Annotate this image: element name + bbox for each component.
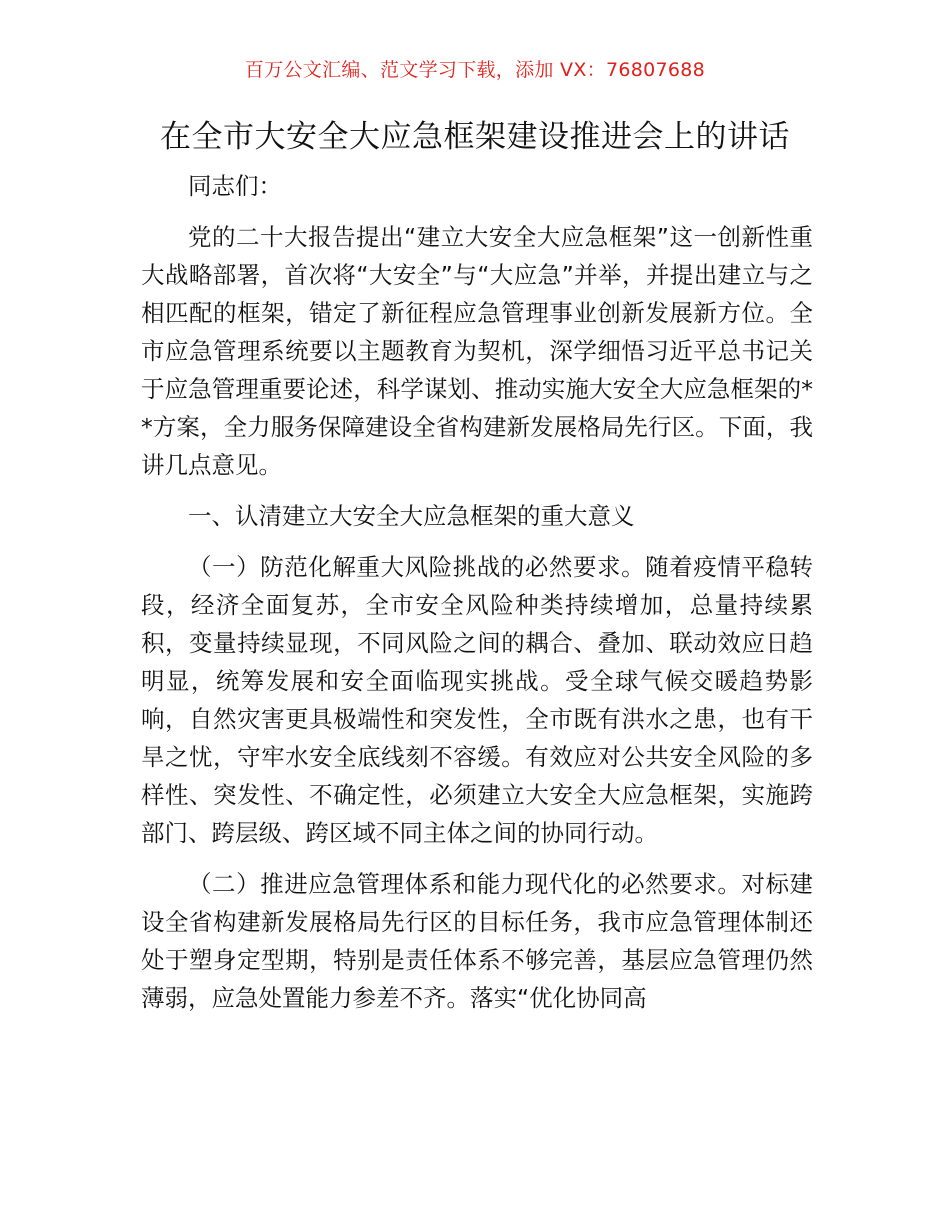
watermark-header: 百万公文汇编、范文学习下载，添加 VX：76807688	[244, 59, 706, 81]
document-title: 在全市大安全大应急框架建设推进会上的讲话	[160, 119, 790, 155]
paragraph-subsection-2: （二）推进应急管理体系和能力现代化的必然要求。对标建设全省构建新发展格局先行区的目标任务，我市应急管理体制还处于塑身定型期，特别是责任体系不够完善，基层应急管理仍然薄弱，应急处置能力参差不齐。落实“优化协同高	[141, 870, 813, 1012]
paragraph-subsection-1: （一）防范化解重大风险挑战的必然要求。随着疫情平稳转段，经济全面复苏，全市安全风险种类持续增加，总量持续累积，变量持续显现，不同风险之间的耦合、叠加、联动效应日趋明显，统筹发展和安全面临现实挑战。受全球气候交暖趋势影响，自然灾害更具极端性和突发性，全市既有洪水之患，也有干旱之忧，守牢水安全底线刻不容缓。有效应对公共安全风险的多样性、突发性、不确定性，必须建立大安全大应急框架，实施跨部门、跨层级、跨区域不同主体之间的协同行动。	[141, 553, 813, 847]
section-heading-1: 一、认清建立大安全大应急框架的重大意义	[188, 502, 635, 530]
greeting: 同志们：	[188, 172, 282, 200]
paragraph-intro: 党的二十大报告提出“建立大安全大应急框架”这一创新性重大战略部署，首次将“大安全”与“大应急”并举，并提出建立与之相匹配的框架，错定了新征程应急管理事业创新发展新方位。全市应急管理系统要以主题教育为契机，深学细悟习近平总书记关于应急管理重要论述，科学谋划、推动实施大安全大应急框架的**方案，全力服务保障建设全省构建新发展格局先行区。下面，我讲几点意见。	[141, 223, 813, 479]
document-body	[141, 167, 813, 1017]
